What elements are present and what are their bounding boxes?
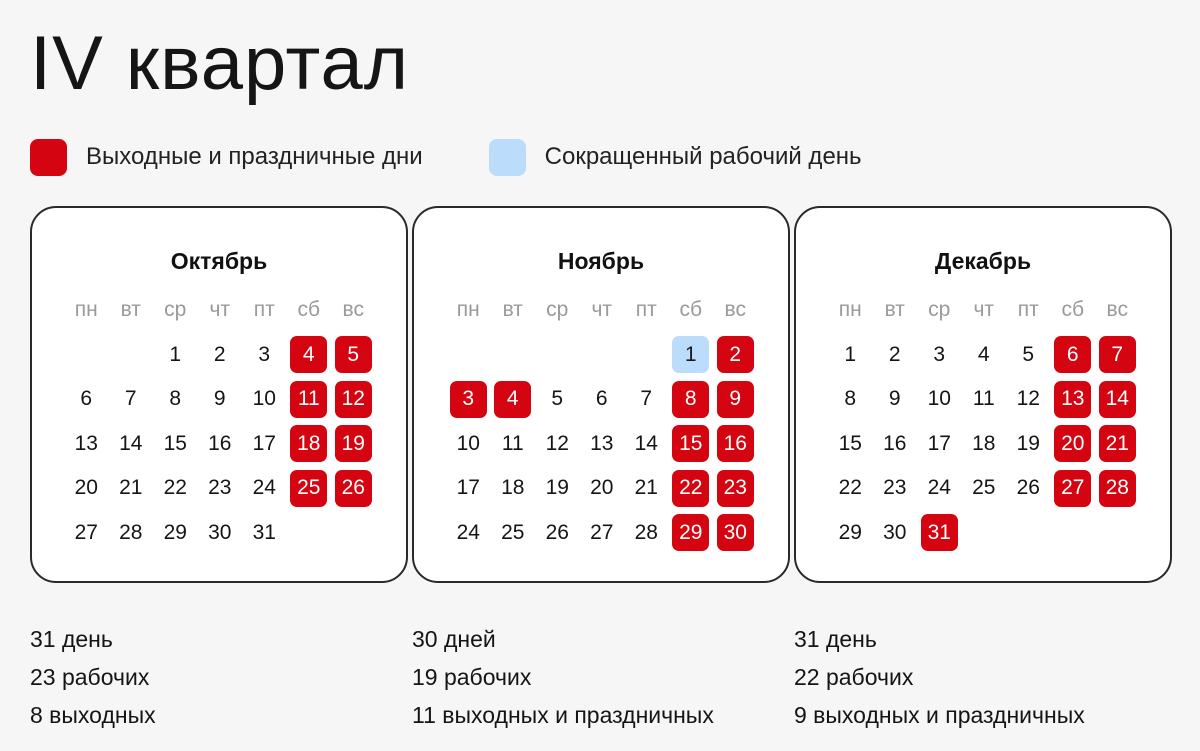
day-number: 20 xyxy=(590,476,614,500)
weekday-header: сб xyxy=(1061,298,1085,322)
day-cell xyxy=(287,333,332,378)
day-cell xyxy=(64,422,109,467)
legend-holiday-label: Выходные и праздничные дни xyxy=(86,143,423,170)
weekday-header: вт xyxy=(120,298,141,322)
weekday-header: пт xyxy=(1017,298,1039,322)
day-cell xyxy=(828,377,873,422)
weekday-header: чт xyxy=(591,298,613,322)
day-cell xyxy=(1006,377,1051,422)
day-number: 28 xyxy=(634,520,658,544)
day-number: 26 xyxy=(545,520,569,544)
day-cell xyxy=(331,333,376,378)
day-cell xyxy=(624,511,669,556)
day-number: 11 xyxy=(972,387,995,411)
day-number: 2 xyxy=(888,342,901,366)
day-cell xyxy=(153,377,198,422)
day-number: 24 xyxy=(456,520,480,544)
month-card-october xyxy=(30,206,408,583)
day-number: 8 xyxy=(844,387,857,411)
day-number: 15 xyxy=(838,431,862,455)
day-number: 28 xyxy=(1099,470,1136,507)
empty-cell xyxy=(535,333,580,378)
calendar-grid xyxy=(446,288,758,555)
day-cell xyxy=(109,511,154,556)
short-day-swatch xyxy=(489,139,526,176)
month-title: Декабрь xyxy=(934,248,1032,274)
day-cell xyxy=(917,377,962,422)
day-number: 20 xyxy=(1054,425,1091,462)
calendar-grid xyxy=(64,288,376,555)
day-number: 29 xyxy=(838,520,862,544)
day-number: 17 xyxy=(927,431,951,455)
day-cell xyxy=(535,377,580,422)
day-cell xyxy=(580,511,625,556)
day-number: 9 xyxy=(888,387,901,411)
month-stats-november xyxy=(412,620,792,734)
day-number: 23 xyxy=(883,476,907,500)
day-cell xyxy=(153,511,198,556)
day-number: 27 xyxy=(1054,470,1091,507)
day-cell xyxy=(446,466,491,511)
page-title: IV квартал xyxy=(30,21,410,106)
day-cell xyxy=(624,466,669,511)
day-number: 25 xyxy=(501,520,525,544)
legend-short-label: Сокращенный рабочий день xyxy=(544,143,862,170)
day-number: 15 xyxy=(163,431,187,455)
day-cell xyxy=(669,466,714,511)
day-cell xyxy=(1095,422,1140,467)
day-cell xyxy=(1006,466,1051,511)
day-number: 9 xyxy=(717,381,754,418)
day-cell xyxy=(1051,377,1096,422)
weekday-header: вт xyxy=(502,298,523,322)
weekday-header: сб xyxy=(679,298,703,322)
day-cell xyxy=(580,377,625,422)
day-number: 8 xyxy=(169,387,182,411)
day-cell xyxy=(624,377,669,422)
day-cell xyxy=(242,511,287,556)
day-cell xyxy=(713,511,758,556)
weekday-header: пн xyxy=(838,298,862,322)
month-stats-october xyxy=(30,620,410,734)
day-cell xyxy=(962,333,1007,378)
day-cell xyxy=(1095,466,1140,511)
day-number: 16 xyxy=(717,425,754,462)
weekday-header: вс xyxy=(1106,298,1128,322)
day-cell xyxy=(491,511,536,556)
day-cell xyxy=(153,333,198,378)
day-cell xyxy=(446,422,491,467)
day-number: 19 xyxy=(1016,431,1040,455)
day-cell xyxy=(242,422,287,467)
month-card-december xyxy=(794,206,1172,583)
stat-line: 30 дней xyxy=(412,626,496,652)
legend-item-holiday xyxy=(30,139,423,176)
day-cell xyxy=(491,466,536,511)
day-cell xyxy=(64,511,109,556)
day-cell xyxy=(669,511,714,556)
day-cell xyxy=(873,466,918,511)
day-number: 25 xyxy=(290,470,327,507)
day-number: 23 xyxy=(717,470,754,507)
day-cell xyxy=(828,333,873,378)
day-number: 21 xyxy=(119,476,143,500)
day-number: 29 xyxy=(672,514,709,551)
weekday-header: ср xyxy=(928,298,951,322)
day-number: 26 xyxy=(335,470,372,507)
day-number: 14 xyxy=(119,431,143,455)
empty-cell xyxy=(64,333,109,378)
empty-cell xyxy=(491,333,536,378)
stat-line: 31 день xyxy=(794,626,877,652)
day-number: 16 xyxy=(883,431,907,455)
day-cell xyxy=(242,333,287,378)
weekday-header: вс xyxy=(342,298,364,322)
empty-cell xyxy=(109,333,154,378)
day-number: 4 xyxy=(290,336,327,373)
day-number: 17 xyxy=(252,431,276,455)
month-title: Ноябрь xyxy=(557,248,645,274)
day-number: 12 xyxy=(1016,387,1040,411)
legend-item-short xyxy=(489,139,862,176)
empty-cell xyxy=(580,333,625,378)
day-number: 31 xyxy=(252,520,276,544)
day-cell xyxy=(153,466,198,511)
day-number: 18 xyxy=(290,425,327,462)
day-cell xyxy=(198,377,243,422)
day-number: 14 xyxy=(1099,381,1136,418)
day-cell xyxy=(669,333,714,378)
day-cell xyxy=(1051,422,1096,467)
day-cell xyxy=(917,466,962,511)
day-number: 6 xyxy=(595,387,608,411)
day-number: 15 xyxy=(672,425,709,462)
day-cell xyxy=(198,466,243,511)
weekday-header: пт xyxy=(253,298,275,322)
day-number: 11 xyxy=(501,431,524,455)
day-cell xyxy=(535,422,580,467)
day-number: 13 xyxy=(74,431,98,455)
day-cell xyxy=(535,466,580,511)
day-number: 3 xyxy=(258,342,271,366)
day-cell xyxy=(624,422,669,467)
day-number: 19 xyxy=(545,476,569,500)
day-cell xyxy=(198,333,243,378)
weekday-header: ср xyxy=(164,298,187,322)
day-number: 7 xyxy=(124,387,137,411)
day-cell xyxy=(109,422,154,467)
day-number: 27 xyxy=(590,520,614,544)
day-number: 30 xyxy=(717,514,754,551)
day-cell xyxy=(962,422,1007,467)
day-cell xyxy=(873,333,918,378)
day-number: 4 xyxy=(977,342,990,366)
day-number: 1 xyxy=(672,336,709,373)
weekday-header: пн xyxy=(456,298,480,322)
day-cell xyxy=(287,422,332,467)
day-number: 11 xyxy=(290,381,327,418)
day-cell xyxy=(828,422,873,467)
day-number: 29 xyxy=(163,520,187,544)
weekday-header: ср xyxy=(546,298,569,322)
day-number: 24 xyxy=(252,476,276,500)
day-number: 24 xyxy=(927,476,951,500)
day-number: 6 xyxy=(1054,336,1091,373)
day-cell xyxy=(198,422,243,467)
day-cell xyxy=(873,422,918,467)
day-cell xyxy=(669,377,714,422)
holiday-swatch xyxy=(30,139,67,176)
day-cell xyxy=(242,466,287,511)
month-card-november xyxy=(412,206,790,583)
empty-cell xyxy=(624,333,669,378)
stat-line: 22 рабочих xyxy=(794,664,914,690)
day-cell xyxy=(713,377,758,422)
day-cell xyxy=(713,422,758,467)
day-cell xyxy=(962,466,1007,511)
day-cell xyxy=(580,422,625,467)
day-number: 31 xyxy=(921,514,958,551)
day-cell xyxy=(873,511,918,556)
calendar-grid xyxy=(828,288,1140,555)
day-cell xyxy=(446,377,491,422)
day-cell xyxy=(1006,333,1051,378)
day-cell xyxy=(1051,333,1096,378)
day-number: 26 xyxy=(1016,476,1040,500)
day-number: 2 xyxy=(717,336,754,373)
weekday-header: чт xyxy=(973,298,995,322)
day-number: 2 xyxy=(213,342,226,366)
day-number: 3 xyxy=(933,342,946,366)
day-cell xyxy=(331,466,376,511)
day-cell xyxy=(331,422,376,467)
day-cell xyxy=(962,377,1007,422)
stat-line: 31 день xyxy=(30,626,113,652)
day-cell xyxy=(491,377,536,422)
day-cell xyxy=(446,511,491,556)
day-cell xyxy=(242,377,287,422)
day-number: 5 xyxy=(335,336,372,373)
day-number: 12 xyxy=(545,431,569,455)
weekday-header: пн xyxy=(74,298,98,322)
day-cell xyxy=(64,466,109,511)
day-cell xyxy=(491,422,536,467)
day-number: 10 xyxy=(456,431,480,455)
stat-line: 9 выходных и праздничных xyxy=(794,702,1085,728)
day-cell xyxy=(535,511,580,556)
day-cell xyxy=(669,422,714,467)
day-cell xyxy=(331,377,376,422)
day-number: 22 xyxy=(672,470,709,507)
day-number: 18 xyxy=(501,476,525,500)
day-number: 25 xyxy=(972,476,996,500)
weekday-header: сб xyxy=(297,298,321,322)
day-cell xyxy=(287,466,332,511)
day-number: 1 xyxy=(844,342,857,366)
day-cell xyxy=(109,466,154,511)
day-cell xyxy=(917,422,962,467)
day-number: 18 xyxy=(972,431,996,455)
day-number: 23 xyxy=(208,476,232,500)
day-cell xyxy=(1006,422,1051,467)
day-number: 8 xyxy=(672,381,709,418)
day-cell xyxy=(713,466,758,511)
day-cell xyxy=(917,511,962,556)
day-cell xyxy=(109,377,154,422)
day-cell xyxy=(287,377,332,422)
day-number: 12 xyxy=(335,381,372,418)
month-stats-december xyxy=(794,620,1174,734)
day-cell xyxy=(828,466,873,511)
day-number: 10 xyxy=(927,387,951,411)
stat-line: 19 рабочих xyxy=(412,664,532,690)
day-number: 21 xyxy=(634,476,658,500)
day-number: 3 xyxy=(450,381,487,418)
day-cell xyxy=(917,333,962,378)
weekday-header: вс xyxy=(724,298,746,322)
weekday-header: пт xyxy=(635,298,657,322)
day-number: 16 xyxy=(208,431,232,455)
stat-line: 11 выходных и праздничных xyxy=(412,702,714,728)
empty-cell xyxy=(446,333,491,378)
day-number: 30 xyxy=(883,520,907,544)
day-number: 7 xyxy=(640,387,653,411)
day-number: 27 xyxy=(74,520,98,544)
day-number: 5 xyxy=(551,387,564,411)
day-number: 4 xyxy=(494,381,531,418)
weekday-header: чт xyxy=(209,298,231,322)
day-number: 19 xyxy=(335,425,372,462)
legend xyxy=(30,138,928,176)
day-cell xyxy=(873,377,918,422)
weekday-header: вт xyxy=(884,298,905,322)
day-number: 17 xyxy=(456,476,480,500)
day-cell xyxy=(713,333,758,378)
day-number: 22 xyxy=(163,476,187,500)
day-cell xyxy=(64,377,109,422)
day-number: 22 xyxy=(838,476,862,500)
stat-line: 8 выходных xyxy=(30,702,156,728)
day-cell xyxy=(580,466,625,511)
day-number: 14 xyxy=(634,431,658,455)
day-number: 10 xyxy=(252,387,276,411)
day-cell xyxy=(1051,466,1096,511)
day-number: 6 xyxy=(80,387,93,411)
month-title: Октябрь xyxy=(170,248,268,274)
day-number: 7 xyxy=(1099,336,1136,373)
day-number: 30 xyxy=(208,520,232,544)
stat-line: 23 рабочих xyxy=(30,664,150,690)
day-number: 28 xyxy=(119,520,143,544)
day-number: 21 xyxy=(1099,425,1136,462)
day-cell xyxy=(1095,333,1140,378)
day-cell xyxy=(828,511,873,556)
day-cell xyxy=(153,422,198,467)
day-number: 13 xyxy=(590,431,614,455)
day-number: 20 xyxy=(74,476,98,500)
day-number: 1 xyxy=(169,342,182,366)
day-number: 9 xyxy=(213,387,226,411)
day-number: 5 xyxy=(1022,342,1035,366)
day-number: 13 xyxy=(1054,381,1091,418)
day-cell xyxy=(1095,377,1140,422)
day-cell xyxy=(198,511,243,556)
